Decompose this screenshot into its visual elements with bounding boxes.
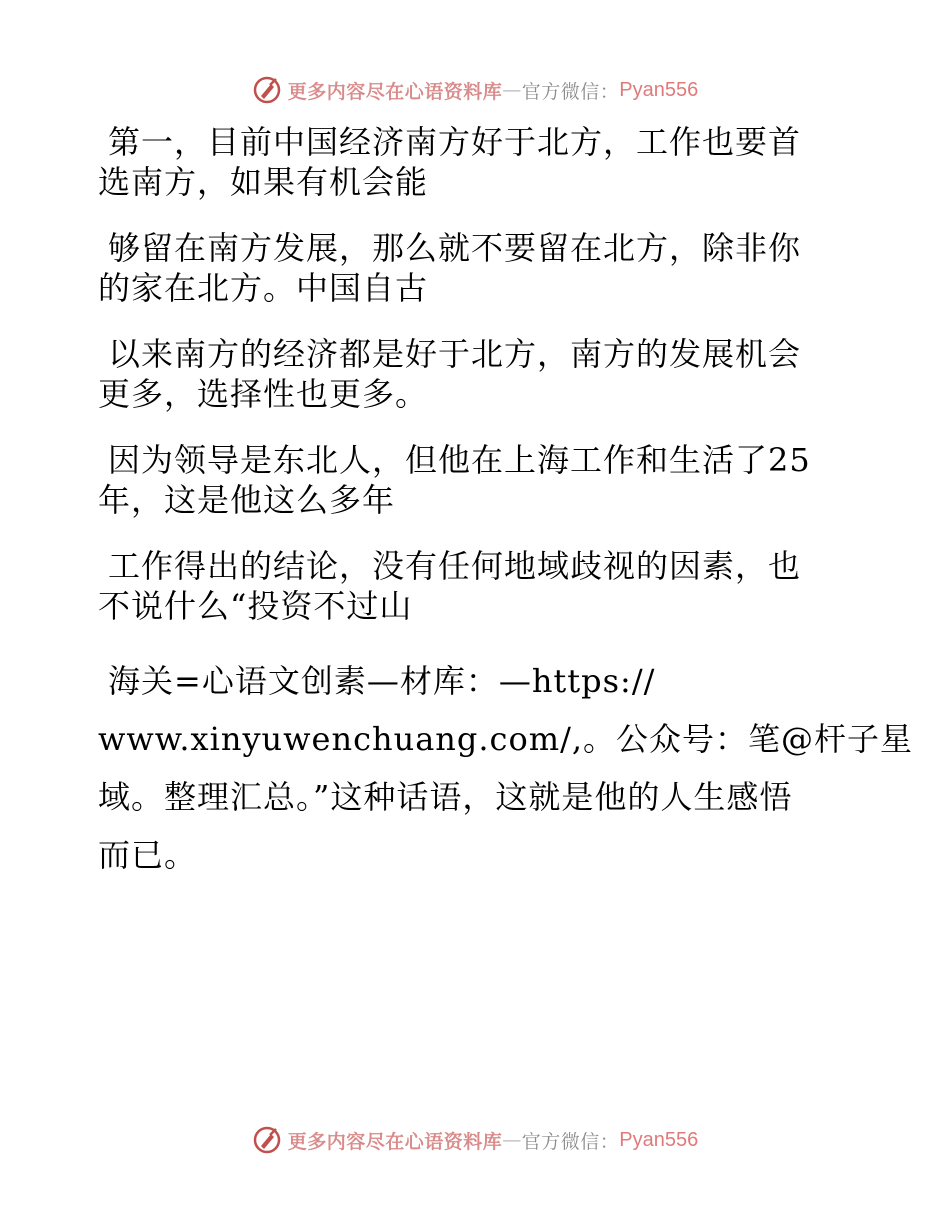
text-line: 第一，目前中国经济南方好于北方，工作也要首 (108, 123, 802, 161)
pen-logo-icon (252, 1125, 282, 1155)
text-line: 海关=心语文创素—材库：—https:// (108, 662, 656, 700)
banner-title: 更多内容尽在心语资料库 (287, 1130, 503, 1153)
text-line: 年，这是他这么多年 (98, 481, 396, 519)
banner-contact-id: Pyan556 (619, 1128, 699, 1151)
banner-separator: — (502, 79, 522, 101)
footer-banner (0, 1120, 950, 1160)
text-line: 因为领导是东北人，但他在上海工作和生活了25 (108, 441, 811, 479)
paragraph (98, 652, 914, 884)
text-line: 的家在北方。中国自古 (98, 269, 429, 307)
paragraph (98, 122, 858, 202)
header-banner (0, 70, 950, 110)
paragraph (98, 546, 858, 626)
paragraph (98, 228, 858, 308)
banner-contact-id: Pyan556 (619, 78, 699, 101)
text-line: 够留在南方发展，那么就不要留在北方，除非你 (108, 229, 802, 267)
paragraph (98, 440, 858, 520)
banner-contact-label: 官方微信： (521, 80, 620, 103)
text-line: 以来南方的经济都是好于北方，南方的发展机会 (108, 335, 802, 373)
banner-contact-label: 官方微信： (521, 1130, 620, 1153)
text-line: 更多，选择性也更多。 (98, 375, 429, 413)
text-line: www.xinyuwenchuang.com/,。公众号：笔@杆子星 (98, 720, 914, 758)
text-line: 工作得出的结论，没有任何地域歧视的因素，也 (108, 547, 802, 585)
paragraph (98, 334, 858, 414)
text-line: 不说什么“投资不过山 (98, 587, 413, 625)
banner-separator: — (502, 1129, 522, 1151)
pen-logo-icon (252, 75, 282, 105)
text-line: 而已。 (98, 836, 198, 874)
banner-title: 更多内容尽在心语资料库 (287, 80, 503, 103)
text-line: 选南方，如果有机会能 (98, 163, 429, 201)
document-body (98, 122, 914, 884)
text-line: 域。整理汇总。”这种话语，这就是他的人生感悟 (98, 778, 793, 816)
